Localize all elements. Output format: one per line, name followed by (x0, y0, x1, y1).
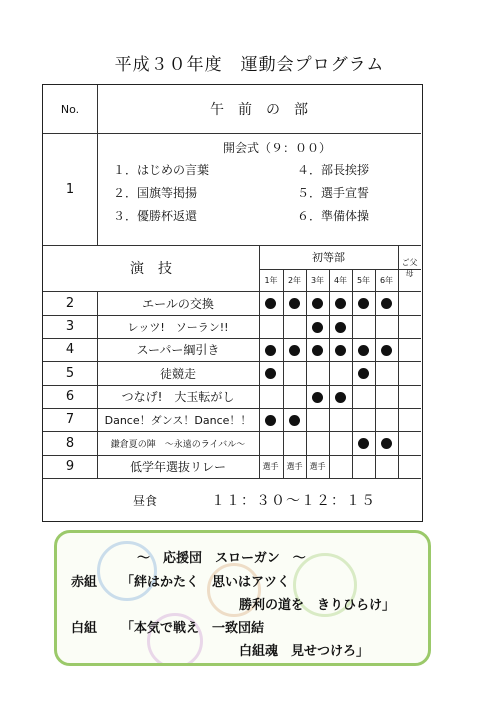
grade-header: 6年 (379, 275, 394, 285)
event-no: 2 (65, 295, 75, 311)
slogan-box (54, 530, 431, 666)
event-no: 3 (65, 319, 75, 334)
event-name: レッツ! ソーラン!! (127, 320, 229, 334)
selected-mark: 選手 (286, 461, 303, 471)
slogan-title: ～ 応援団 スローガン ～ (137, 551, 306, 566)
participation-dot (265, 298, 276, 309)
participation-dot (289, 415, 300, 426)
event-name: 低学年選抜リレー (129, 460, 226, 474)
participation-dot (335, 345, 346, 356)
red-slogan-line2: 勝利の道を きりひらけ」 (239, 598, 396, 613)
event-no: 9 (65, 459, 75, 474)
event-name: つなげ! 大玉転がし (121, 390, 235, 404)
parents-header: ご父母 (401, 258, 418, 278)
white-slogan-line2: 白組魂 見せつけろ」 (239, 644, 370, 659)
grade-header: 1年 (264, 275, 278, 285)
white-slogan-line1: 「本気で戦え 一致団結 (121, 621, 265, 636)
opening-item: ２．国旗等掲揚 (113, 186, 198, 200)
opening-item: ６．準備体操 (297, 209, 370, 223)
event-name: 徒競走 (159, 366, 196, 381)
event-no: 6 (65, 389, 75, 404)
lunch-time: １１：３０～１２：１５ (211, 493, 376, 509)
participation-dot (381, 438, 392, 449)
lunch-label: 昼食 (133, 494, 158, 508)
opening-item: ４．部長挨拶 (297, 163, 370, 177)
event-header: 演 技 (130, 261, 172, 277)
white-team-label: 白組 (71, 621, 98, 636)
participation-dot (358, 438, 369, 449)
page-title: 平成３０年度 運動会プログラム (114, 55, 385, 75)
red-team-label: 赤組 (71, 575, 98, 590)
participation-dot (265, 415, 276, 426)
group-header: 初等部 (312, 251, 345, 264)
no-header: No. (60, 102, 80, 116)
grade-header: 4年 (333, 275, 348, 285)
selected-mark: 選手 (262, 461, 279, 471)
participation-dot (335, 298, 346, 309)
participation-dot (381, 298, 392, 309)
event-no: 7 (65, 412, 75, 427)
participation-dot (289, 345, 300, 356)
event-name: エールの交換 (142, 296, 214, 311)
participation-dot (358, 345, 369, 356)
red-slogan-line1: 「絆はかたく 思いはアツく (121, 575, 291, 590)
participation-dot (265, 345, 276, 356)
participation-dot (265, 368, 276, 379)
event-name: スーパー綱引き (136, 343, 220, 357)
grade-header: 3年 (310, 275, 325, 285)
participation-dot (335, 392, 346, 403)
participation-dot (381, 345, 392, 356)
section-header: 午 前 の 部 (210, 102, 308, 118)
opening-item: １．はじめの言葉 (113, 163, 210, 177)
participation-dot (312, 298, 323, 309)
event-no: 8 (65, 435, 75, 451)
event-no: 4 (65, 342, 75, 357)
opening-item: ５．選手宣誓 (297, 186, 370, 200)
event-no: 5 (65, 365, 75, 381)
grade-header: 5年 (356, 275, 371, 285)
participation-dot (312, 322, 323, 333)
participation-dot (289, 298, 300, 309)
participation-dot (312, 392, 323, 403)
participation-dot (335, 322, 346, 333)
event-name: 鎌倉夏の陣 ～永遠のライバル～ (110, 439, 246, 450)
participation-dot (358, 368, 369, 379)
opening-title: 開会式（９：００） (223, 141, 332, 155)
participation-dot (312, 345, 323, 356)
selected-mark: 選手 (309, 461, 326, 471)
opening-no: 1 (65, 181, 75, 197)
grade-header: 2年 (287, 275, 302, 285)
event-name: Dance！ダンス！Dance！！ (104, 413, 252, 427)
opening-item: ３．優勝杯返還 (113, 209, 198, 223)
program-table (42, 84, 423, 522)
participation-dot (358, 298, 369, 309)
